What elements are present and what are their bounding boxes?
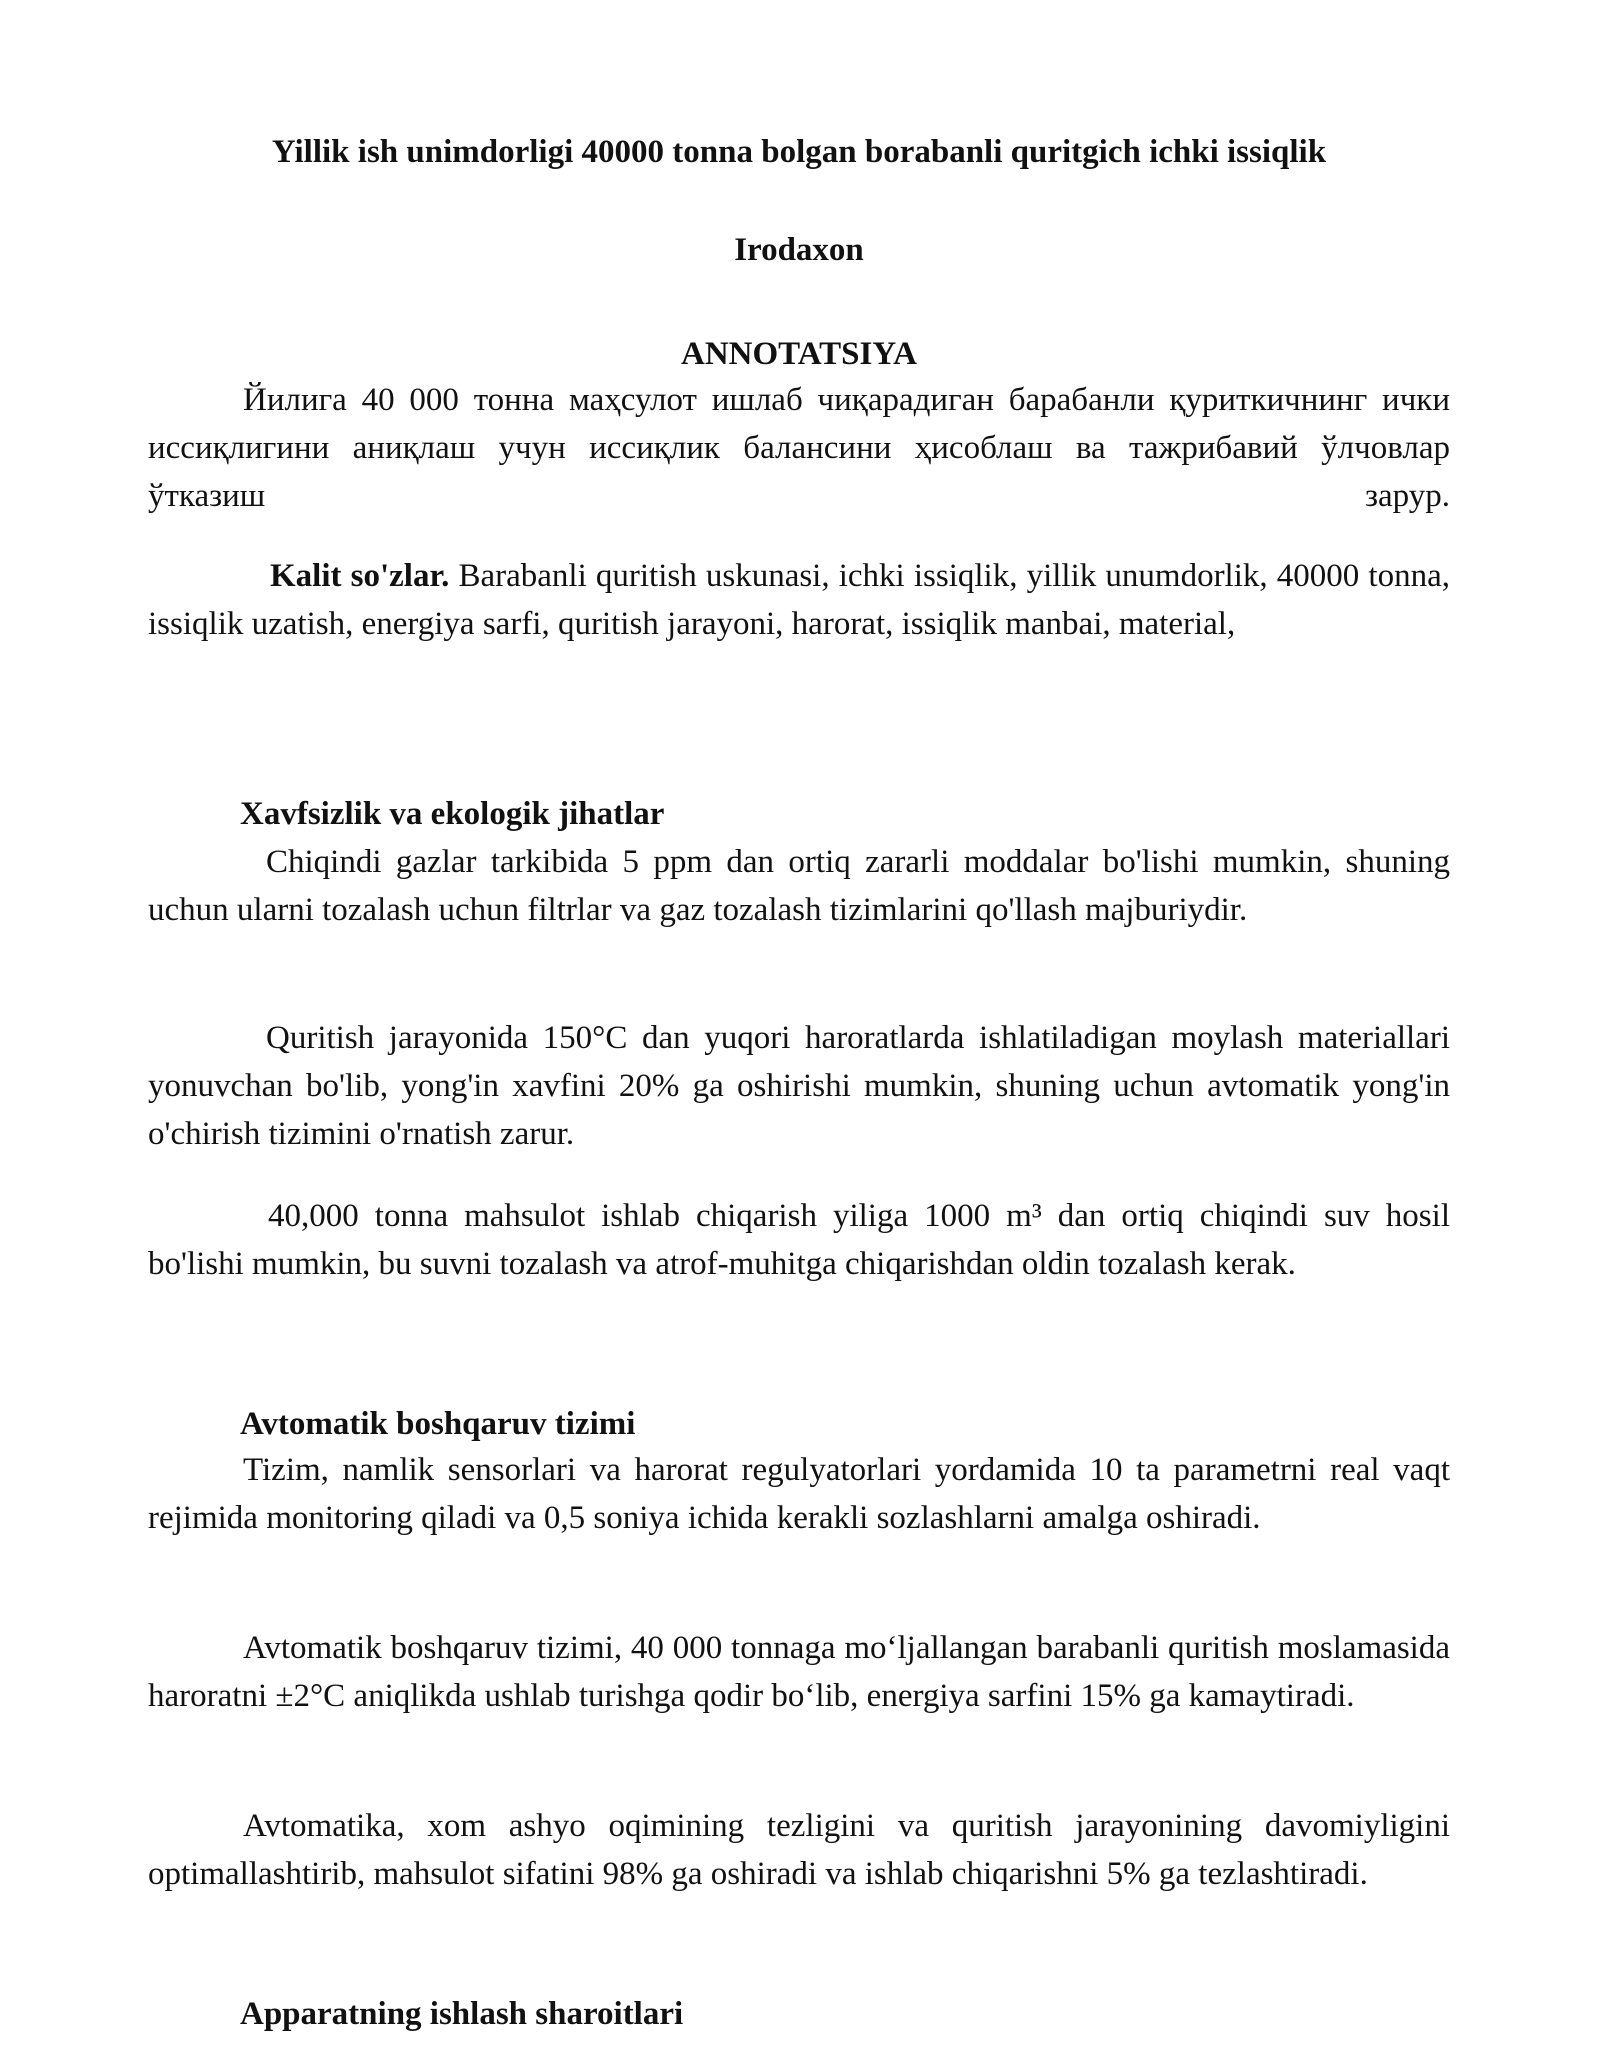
annotation-heading: ANNOTATSIYA — [681, 336, 917, 372]
section-heading-automatic-control: Avtomatik boshqaruv tizimi — [240, 1406, 636, 1442]
annotation-paragraph: Йилига 40 000 тонна маҳсулот ишлаб чиқарадиган барабанли қуриткичнинг ички иссиқлигини аниқлаш учун иссиқлик балансини ҳисоблаш ва тажрибавий ўлчовлар ўтказиш зарур. — [148, 382, 1450, 514]
keywords-text: Barabanli quritish uskunasi, ichki issiqlik, yillik unumdorlik, 40000 tonna, issiqlik uzatish, energiya sarfi, quritish jarayoni, harorat, issiqlik manbai, material, — [148, 558, 1450, 642]
paragraph: Avtomatik boshqaruv tizimi, 40 000 tonnaga mo‘ljallangan barabanli quritish moslamasida haroratni ±2°C aniqlikda ushlab turishga qodir bo‘lib, energiya sarfini 15% ga kamaytiradi. — [148, 1630, 1450, 1714]
section-control-paragraph-1 — [148, 1446, 1450, 1542]
paragraph: Chiqindi gazlar tarkibida 5 ppm dan ortiq zararli moddalar bo'lishi mumkin, shuning uchun ularni tozalash uchun filtrlar va gaz tozalash tizimlarini qo'llash majburiydir. — [148, 844, 1450, 928]
author-name: Irodaxon — [734, 232, 864, 268]
section-safety-paragraph-1 — [148, 838, 1450, 934]
keywords-paragraph — [148, 552, 1450, 648]
paragraph: Tizim, namlik sensorlari va harorat regulyatorlari yordamida 10 ta parametrni real vaqt rejimida monitoring qiladi va 0,5 soniya ichida kerakli sozlashlarni amalga oshiradi. — [148, 1452, 1450, 1536]
paragraph: 40,000 tonna mahsulot ishlab chiqarish yiliga 1000 m³ dan ortiq chiqindi suv hosil bo'lishi mumkin, bu suvni tozalash va atrof-muhitga chiqarishdan oldin tozalash kerak. — [148, 1198, 1450, 1282]
document-title: Yillik ish unimdorligi 40000 tonna bolgan borabanli quritgich ichki issiqlik — [271, 134, 1327, 170]
paragraph: Avtomatika, xom ashyo oqimining tezligini va quritish jarayonining davomiyligini optimallashtirib, mahsulot sifatini 98% ga oshiradi va ishlab chiqarishni 5% ga tezlashtiradi. — [148, 1808, 1450, 1892]
paragraph: Quritish jarayonida 150°C dan yuqori haroratlarda ishlatiladigan moylash materiallari yonuvchan bo'lib, yong'in xavfini 20% ga oshirishi mumkin, shuning uchun avtomatik yong'in o'chirish tizimini o'rnatish zarur. — [148, 1020, 1450, 1152]
annotation-block — [148, 376, 1450, 520]
section-safety-paragraph-3 — [148, 1192, 1450, 1288]
section-safety-paragraph-2 — [148, 1014, 1450, 1158]
keywords-label: Kalit so'zlar. — [270, 558, 450, 594]
keywords-block — [148, 552, 1450, 648]
section-heading-operating-conditions: Apparatning ishlash sharoitlari — [240, 1996, 684, 2032]
section-control-paragraph-2 — [148, 1624, 1450, 1720]
section-control-paragraph-3 — [148, 1802, 1450, 1898]
section-heading-safety: Xavfsizlik va ekologik jihatlar — [240, 796, 665, 832]
